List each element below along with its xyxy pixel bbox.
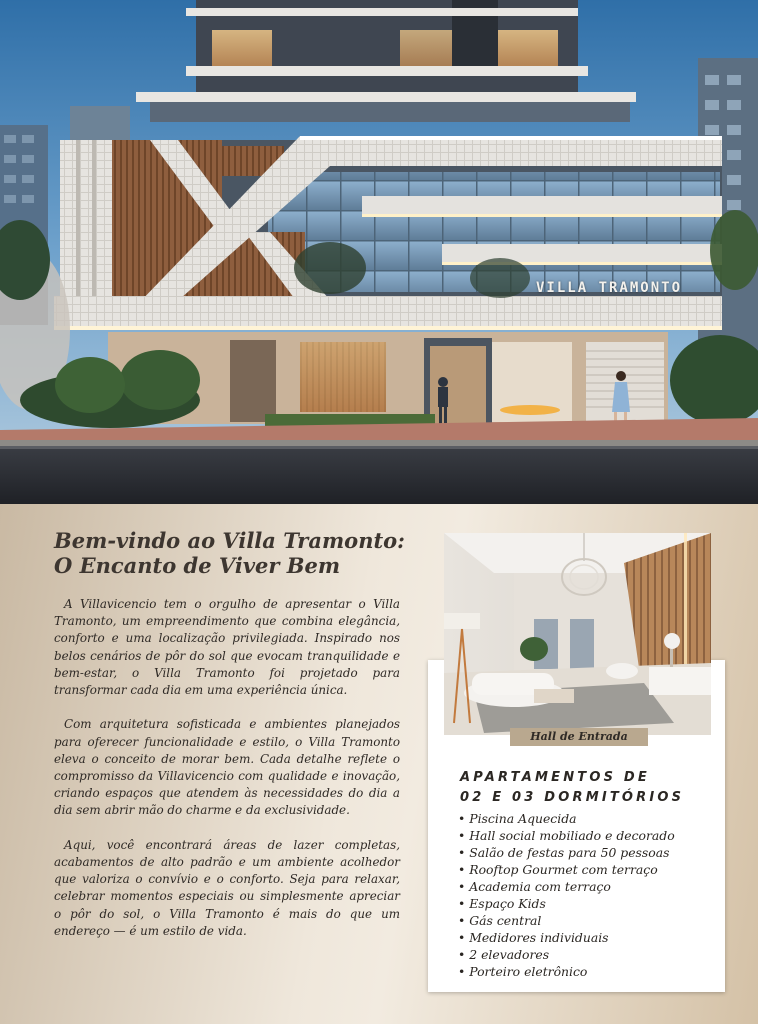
intro-text xyxy=(54,596,400,957)
building-sign: VILLA TRAMONTO xyxy=(536,280,683,296)
feature-item: • Espaço Kids xyxy=(458,895,718,912)
feature-item: • Rooftop Gourmet com terraço xyxy=(458,861,718,878)
feature-item: • Hall social mobiliado e decorado xyxy=(458,827,718,844)
building-illustration xyxy=(0,0,758,504)
feature-item: • Gás central xyxy=(458,912,718,929)
hero-building-image xyxy=(0,0,758,504)
feature-item: • Porteiro eletrônico xyxy=(458,963,718,980)
feature-item: • 2 elevadores xyxy=(458,946,718,963)
hall-caption: Hall de Entrada xyxy=(510,728,648,746)
intro-paragraph: Com arquitetura sofisticada e ambientes planejados para oferecer funcionalidade e estilo, o Villa Tramonto eleva o conceito de morar bem. Cada detalhe reflete o compromisso da Villavicencio com qualidade e inovação, criando espaços que atendem às necessidades do dia a dia sem abrir mão do charme e da exclusividade. xyxy=(54,717,400,818)
intro-paragraph: A Villavicencio tem o orgulho de apresentar o Villa Tramonto, um empreendimento que combina elegância, conforto e uma localização privilegiada. Inspirado nos belos cenários de pôr do sol que evocam tranquilidade e bem-estar, o Villa Tramonto foi projetado para transformar cada dia em uma experiência única. xyxy=(54,597,400,698)
intro-paragraph: Aqui, você encontrará áreas de lazer completas, acabamentos de alto padrão e um ambiente acolhedor que valoriza o convívio e o conforto. Seja para relaxar, celebrar momentos especiais ou simplesmente apreciar o pôr do sol, o Villa Tramonto é mais do que um endereço — é um estilo de vida. xyxy=(54,837,400,938)
feature-item: • Academia com terraço xyxy=(458,878,718,895)
feature-item: • Medidores individuais xyxy=(458,929,718,946)
page-title xyxy=(54,528,424,578)
hall-illustration xyxy=(444,533,711,735)
feature-item: • Piscina Aquecida xyxy=(458,810,718,827)
feature-item: • Salão de festas para 50 pessoas xyxy=(458,844,718,861)
title-line-1: Bem-vindo ao Villa Tramonto: xyxy=(54,528,405,553)
hall-photo xyxy=(444,533,711,735)
apartments-title-line-2: 02 E 03 DORMITÓRIOS xyxy=(460,790,685,805)
apartments-title xyxy=(460,768,720,808)
title-line-2: O Encanto de Viver Bem xyxy=(54,553,341,578)
features-list xyxy=(458,810,718,980)
apartments-title-line-1: APARTAMENTOS DE xyxy=(460,770,650,785)
